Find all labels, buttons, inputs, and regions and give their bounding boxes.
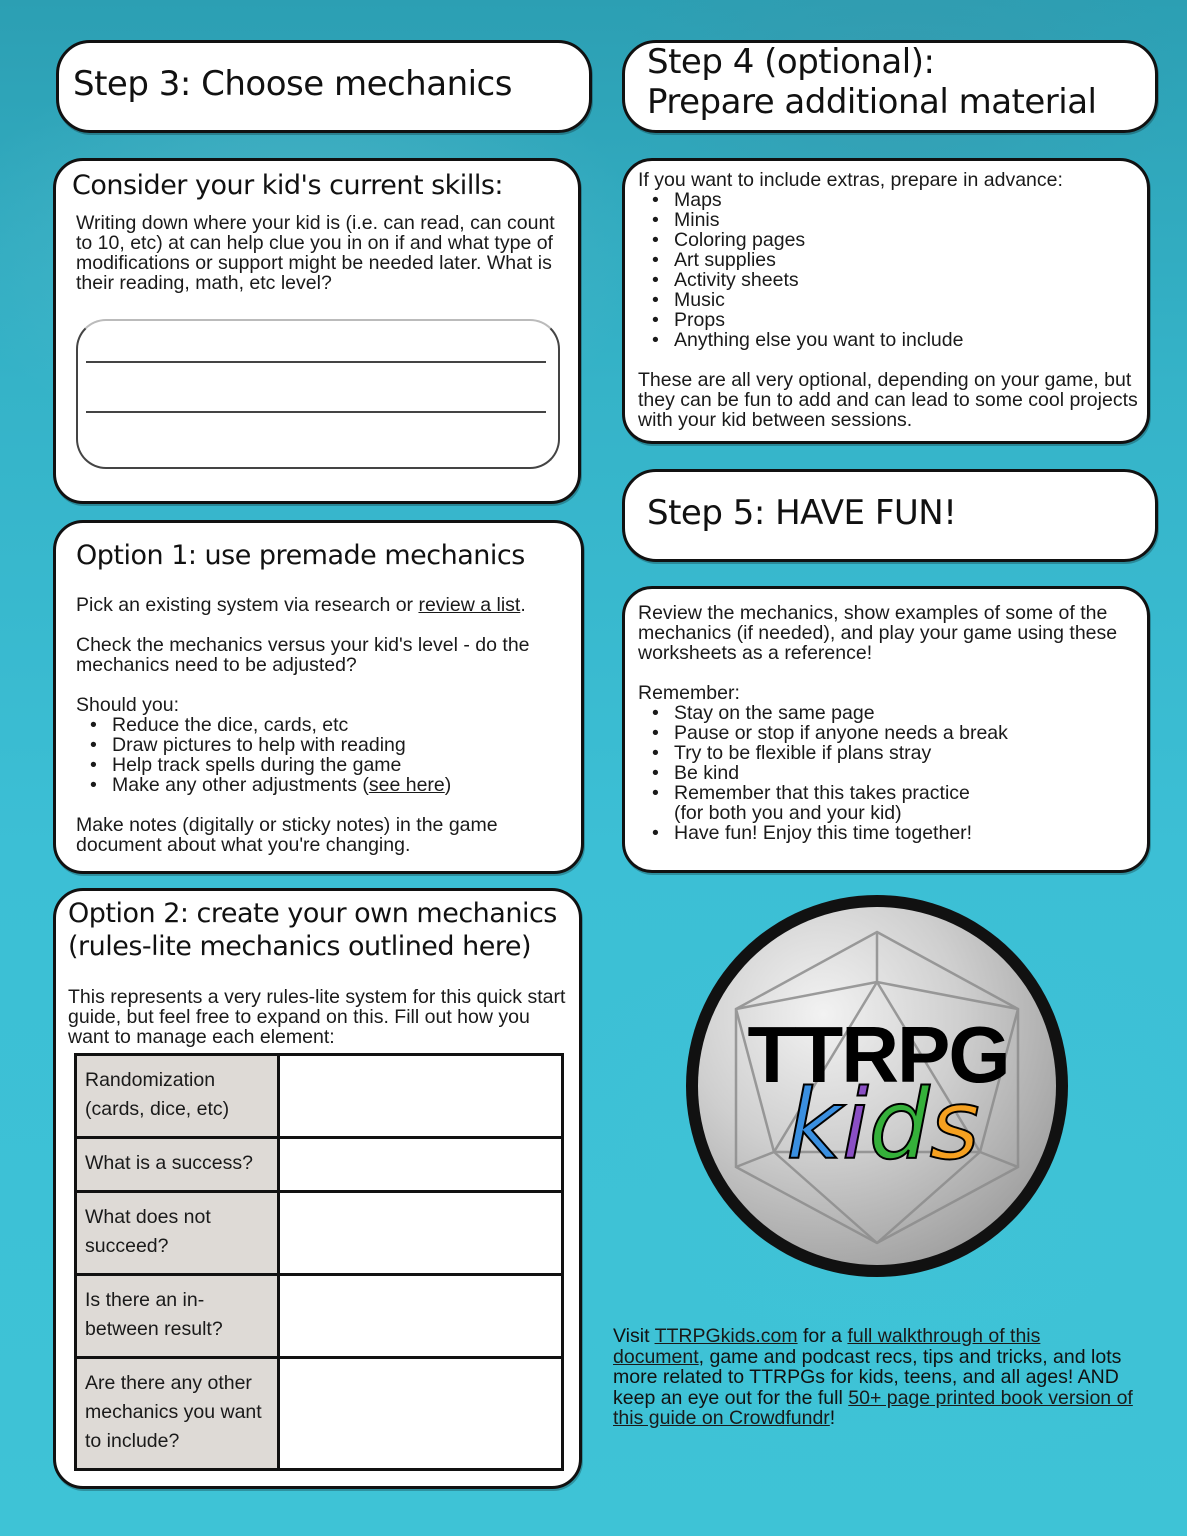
table-row	[76, 1358, 563, 1470]
option1-pick	[76, 595, 566, 615]
step5-list	[652, 703, 1138, 843]
logo-disc	[698, 907, 1056, 1265]
crowdfundr-book-link[interactable]: 50+ page printed book version of this guide on Crowdfundr	[613, 1386, 1133, 1429]
step4-intro: If you want to include extras, prepare in advance:	[638, 169, 1063, 191]
table-row	[76, 1138, 563, 1192]
option1-title: Option 1: use premade mechanics	[76, 540, 525, 571]
logo-letter: k	[786, 1069, 842, 1181]
footer-text-1: Visit	[613, 1325, 655, 1347]
table-question: What is a success?	[76, 1138, 279, 1192]
pick-suffix: .	[520, 594, 526, 616]
ttrpg-kids-logo	[686, 895, 1068, 1277]
option2-title-line2: (rules-lite mechanics outlined here)	[68, 931, 532, 962]
pick-text: Pick an existing system via research or	[76, 594, 419, 616]
option2-box	[53, 888, 582, 1489]
adjust-suffix: )	[444, 774, 452, 796]
option2-intro: This represents a very rules-lite system for this quick start guide, but feel free to expand on this. Fill out how you want to manage each element:	[68, 986, 566, 1048]
step4-body	[638, 170, 1138, 430]
option2-title-line1: Option 2: create your own mechanics	[68, 898, 557, 929]
table-question: What does not succeed?	[76, 1192, 279, 1275]
list-item: • Art supplies	[652, 250, 1138, 270]
footer-text-2: for a	[797, 1325, 848, 1347]
ttrpgkids-site-link[interactable]: TTRPGkids.com	[654, 1325, 798, 1347]
table-row	[76, 1055, 563, 1138]
step5-intro: Review the mechanics, show examples of some of the mechanics (if needed), and play your game using these worksheets as a reference!	[638, 602, 1118, 664]
answer-line[interactable]	[86, 361, 546, 363]
skills-body: Writing down where your kid is (i.e. can read, can count to 10, etc) at can help clue you in on if and what type of modifications or support might be needed later. What is their reading, math, etc level?	[76, 212, 555, 294]
adjust-text: Make any other adjustments (	[112, 774, 369, 796]
skills-answer-box[interactable]	[76, 319, 560, 469]
table-answer-cell[interactable]	[279, 1055, 563, 1138]
step4-title-line2: Prepare additional material	[647, 82, 1097, 122]
review-a-list-link[interactable]: review a list	[418, 594, 521, 616]
see-here-link[interactable]: see here	[368, 774, 445, 796]
table-question: Are there any other mechanics you want to include?	[76, 1358, 279, 1470]
table-question: Is there an in-between result?	[76, 1275, 279, 1358]
logo-letter: s	[929, 1069, 980, 1181]
step4-title-line1: Step 4 (optional):	[647, 42, 935, 82]
step4-outro: These are all very optional, depending on your game, but they can be fun to add and can lead to some cool projects with your kid between sessions.	[638, 369, 1138, 431]
table-row	[76, 1275, 563, 1358]
option1-should-label: Should you:	[76, 694, 179, 716]
list-item: • Be kind	[652, 763, 1138, 783]
table-answer-cell[interactable]	[279, 1358, 563, 1470]
list-item: • Try to be flexible if plans stray	[652, 743, 1138, 763]
table-question: Randomization (cards, dice, etc)	[76, 1055, 279, 1138]
mechanics-table	[74, 1053, 564, 1471]
list-item: • Have fun! Enjoy this time together!	[652, 823, 1138, 843]
table-answer-cell[interactable]	[279, 1192, 563, 1275]
step4-content-box	[622, 158, 1150, 444]
list-item: • Draw pictures to help with reading	[90, 735, 566, 755]
option1-check: Check the mechanics versus your kid's level - do the mechanics need to be adjusted?	[76, 634, 530, 676]
walkthrough-link[interactable]: full walkthrough of this document	[613, 1325, 1041, 1368]
answer-line[interactable]	[86, 411, 546, 413]
step5-body	[638, 603, 1138, 843]
step5-header-box	[622, 469, 1158, 562]
footer-text-3: , game and podcast recs, tips and tricks, and lots more related to TTRPGs for kids, teens, and all ages! AND keep an eye out for the full	[613, 1345, 1122, 1409]
logo-ttrpg-text: TTRPG	[747, 1010, 1009, 1099]
list-item: • Coloring pages	[652, 230, 1138, 250]
list-item: • Maps	[652, 190, 1138, 210]
list-item: • Pause or stop if anyone needs a break	[652, 723, 1138, 743]
logo-letter: d	[868, 1069, 930, 1181]
logo-letter: i	[841, 1069, 869, 1181]
list-item: • Minis	[652, 210, 1138, 230]
step5-title: Step 5: HAVE FUN!	[647, 493, 957, 533]
table-answer-cell[interactable]	[279, 1138, 563, 1192]
step3-title: Step 3: Choose mechanics	[73, 64, 512, 104]
option1-body	[76, 595, 566, 855]
option1-notes: Make notes (digitally or sticky notes) in the game document about what you're changing.	[76, 814, 498, 856]
list-item: • Help track spells during the game	[90, 755, 566, 775]
list-item: • Remember that this takes practice (for both you and your kid)	[652, 783, 972, 823]
footer-text-4: !	[829, 1407, 836, 1429]
step4-list	[652, 190, 1138, 350]
list-item	[90, 775, 566, 795]
list-item: • Props	[652, 310, 1138, 330]
skills-box	[53, 158, 581, 504]
list-item: • Stay on the same page	[652, 703, 1138, 723]
list-item: • Anything else you want to include	[652, 330, 1138, 350]
option1-list	[90, 715, 566, 795]
step5-remember-label: Remember:	[638, 682, 740, 704]
footer-text	[613, 1326, 1133, 1429]
skills-title: Consider your kid's current skills:	[72, 170, 503, 201]
option1-box	[53, 520, 584, 874]
table-row	[76, 1192, 563, 1275]
step3-header-box	[56, 40, 592, 133]
logo-kids-text	[748, 1069, 1018, 1181]
list-item: • Reduce the dice, cards, etc	[90, 715, 566, 735]
list-item: • Music	[652, 290, 1138, 310]
table-answer-cell[interactable]	[279, 1275, 563, 1358]
step4-header-box	[622, 40, 1158, 133]
list-item: • Activity sheets	[652, 270, 1138, 290]
step5-content-box	[622, 586, 1150, 873]
